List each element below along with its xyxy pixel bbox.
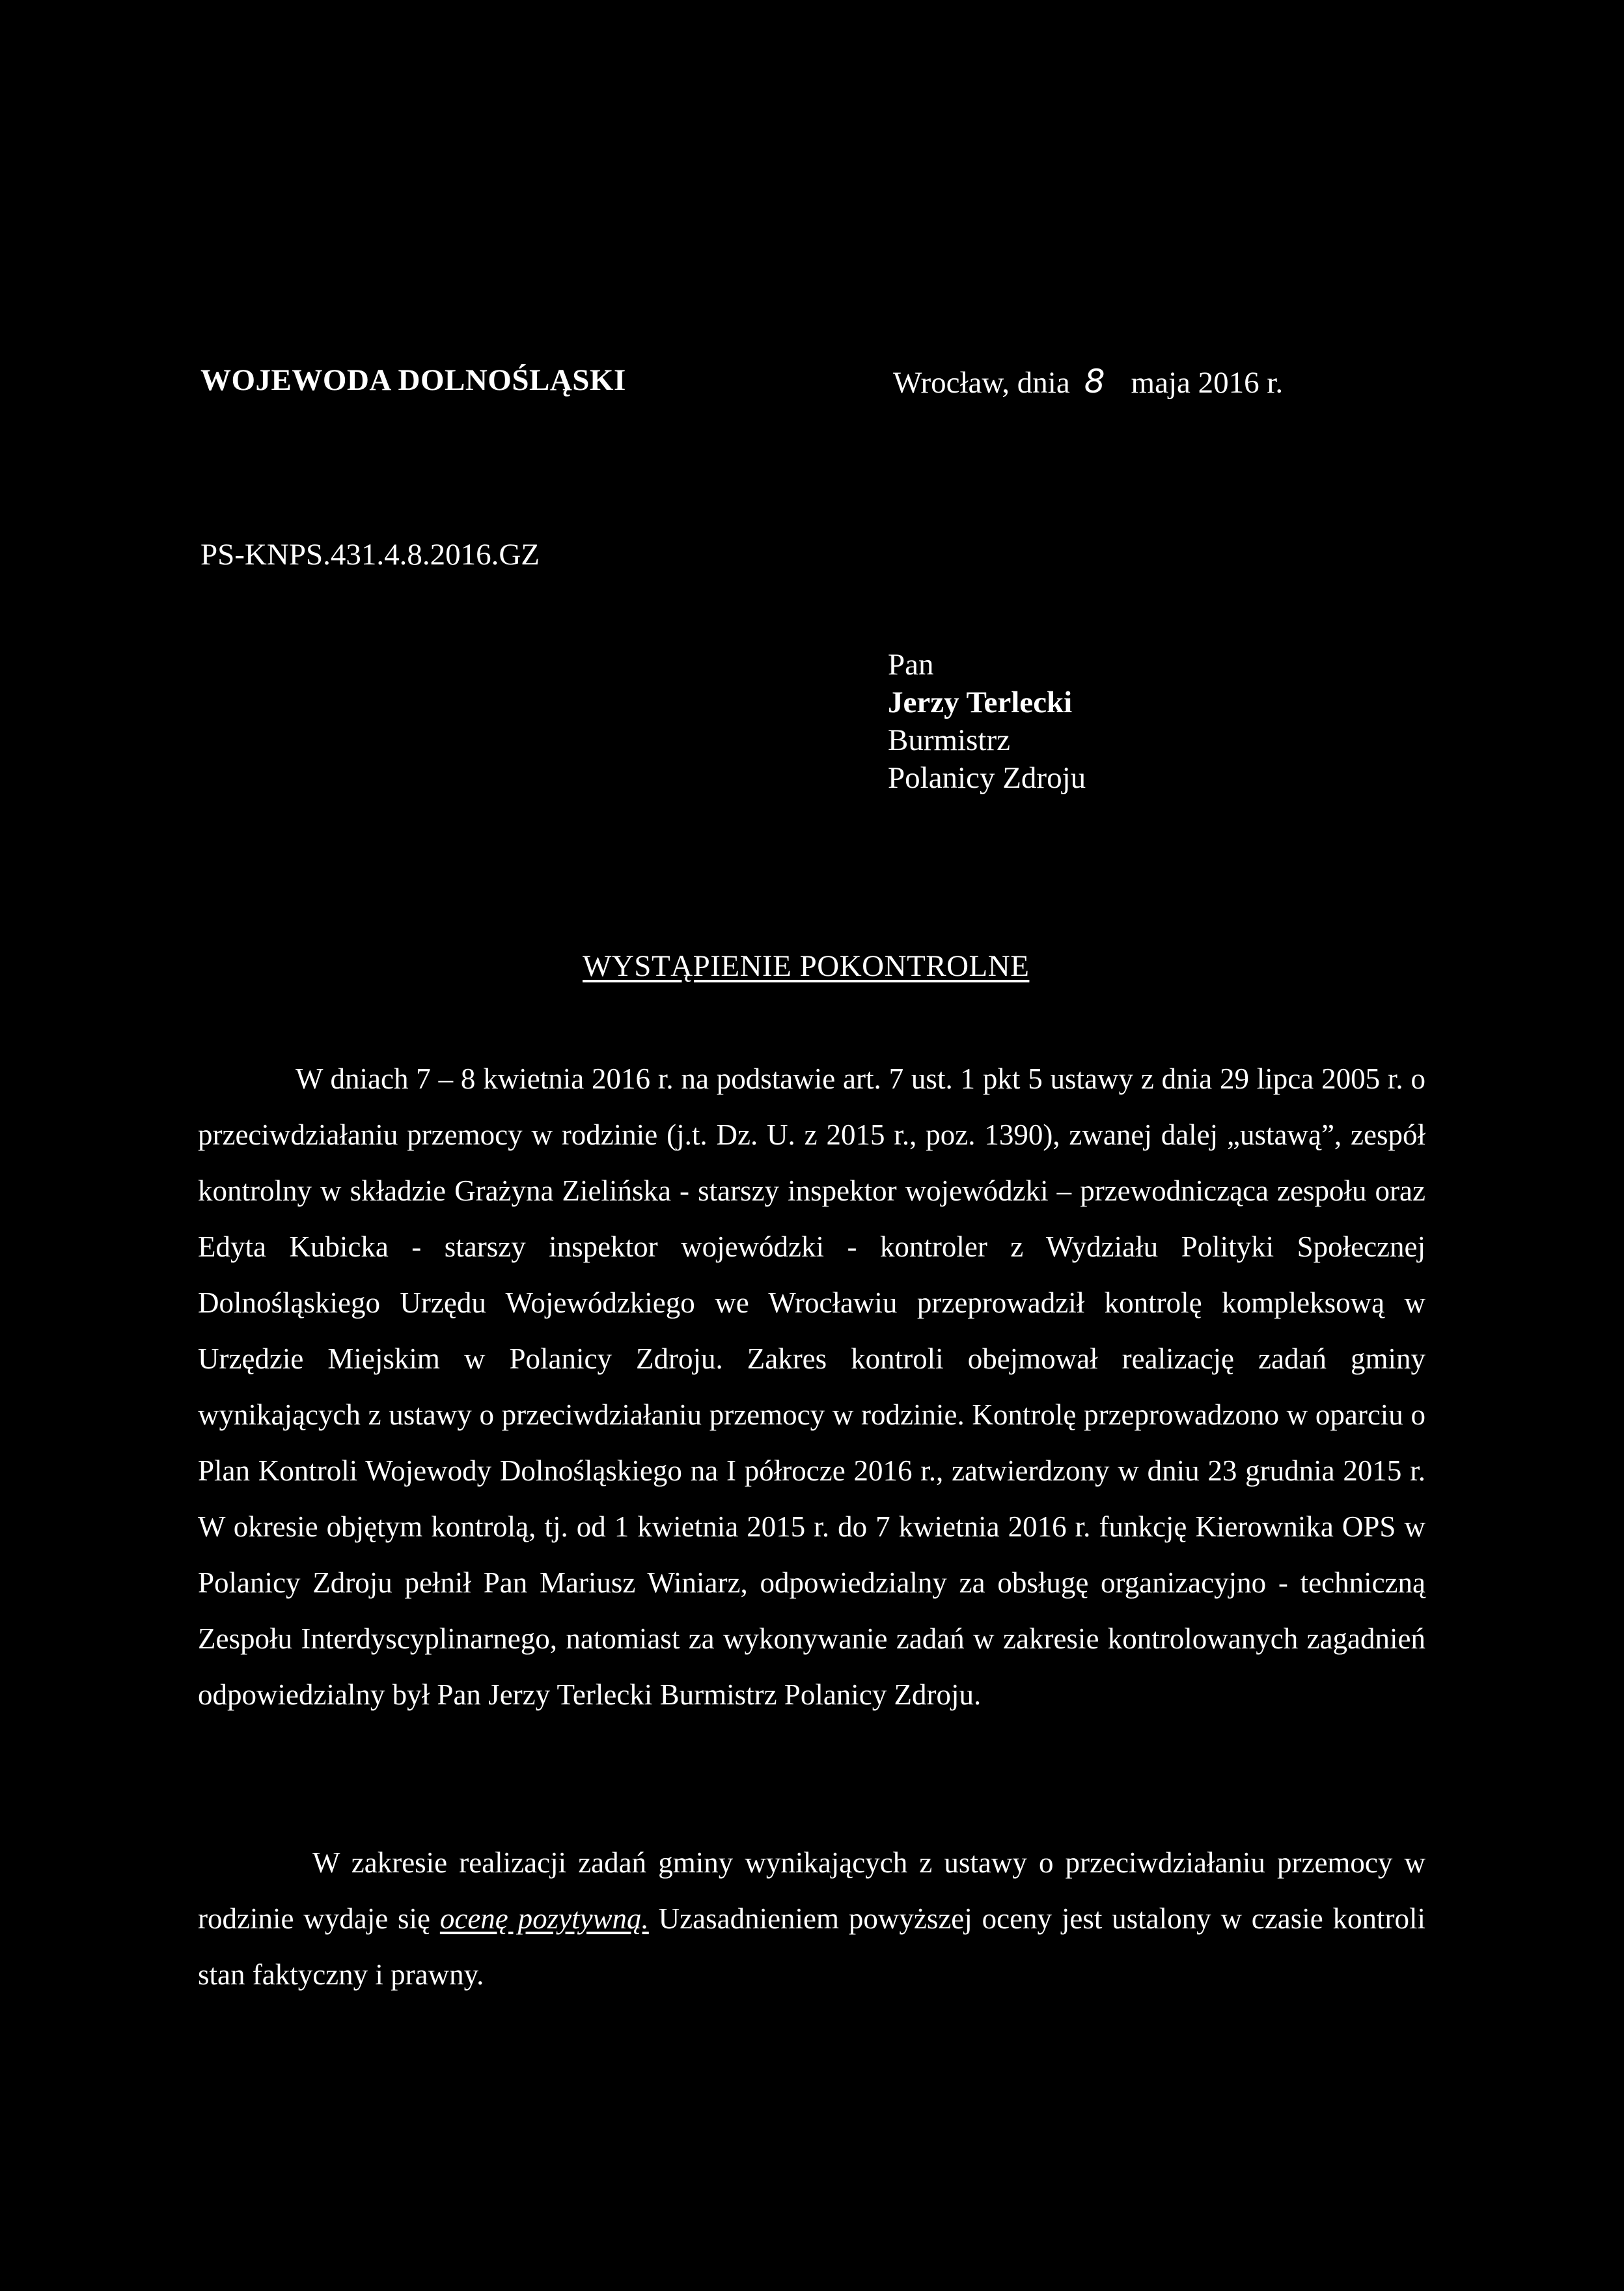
body-paragraph-2 <box>198 1835 1425 2003</box>
date-suffix: maja 2016 r. <box>1131 366 1284 400</box>
document-title: WYSTĄPIENIE POKONTROLNE <box>583 949 1030 983</box>
date-prefix: Wrocław, dnia <box>893 366 1070 400</box>
issuer-heading: WOJEWODA DOLNOŚLĄSKI <box>200 363 626 397</box>
recipient-block <box>888 646 1086 797</box>
body-paragraph-1: W dniach 7 – 8 kwietnia 2016 r. na podstawie art. 7 ust. 1 pkt 5 ustawy z dnia 29 lipca 2005 r. o przeciwdziałaniu przemocy w rodzinie (j.t. Dz. U. z 2015 r., poz. 1390), zwanej dalej „ustawą”, zespół kontrolny w składzie Grażyna Zielińska - starszy inspektor wojewódzki – przewodnicząca zespołu oraz Edyta Kubicka - starszy inspektor wojewódzki - kontroler z Wydziału Polityki Społecznej Dolnośląskiego Urzędu Wojewódzkiego we Wrocławiu przeprowadził kontrolę kompleksową w Urzędzie Miejskim w Polanicy Zdroju. Zakres kontroli obejmował realizację zadań gminy wynikających z ustawy o przeciwdziałaniu przemocy w rodzinie. Kontrolę przeprowadzono w oparciu o Plan Kontroli Wojewody Dolnośląskiego na I półrocze 2016 r., zatwierdzony w dniu 23 grudnia 2015 r. W okresie objętym kontrolą, tj. od 1 kwietnia 2015 r. do 7 kwietnia 2016 r. funkcję Kierownika OPS w Polanicy Zdroju pełnił Pan Mariusz Winiarz, odpowiedzialny za obsługę organizacyjno - techniczną Zespołu Interdyscyplinarnego, natomiast za wykonywanie zadań w zakresie kontrolowanych zagadnień odpowiedzialny był Pan Jerzy Terlecki Burmistrz Polanicy Zdroju. <box>198 1062 1425 1711</box>
paragraph-2-text-after: Uzasadnieniem powyższej oceny jest ustalony w czasie kontroli stan faktyczny i prawny. <box>198 1902 1426 1991</box>
recipient-name: Jerzy Terlecki <box>888 686 1073 719</box>
recipient-salutation: Pan <box>888 648 934 682</box>
assessment-emphasis: ocenę pozytywną. <box>439 1902 649 1935</box>
recipient-office: Polanicy Zdroju <box>888 761 1086 795</box>
case-reference: PS-KNPS.431.4.8.2016.GZ <box>200 538 540 572</box>
recipient-title: Burmistrz <box>888 723 1010 757</box>
handwritten-day: 8 <box>1084 363 1105 400</box>
paragraph-2-text-before: W zakresie realizacji zadań gminy wynikających z ustawy o przeciwdziałaniu przemocy w rodzinie wydaje się <box>198 1846 1425 1935</box>
date-line <box>893 363 1283 400</box>
